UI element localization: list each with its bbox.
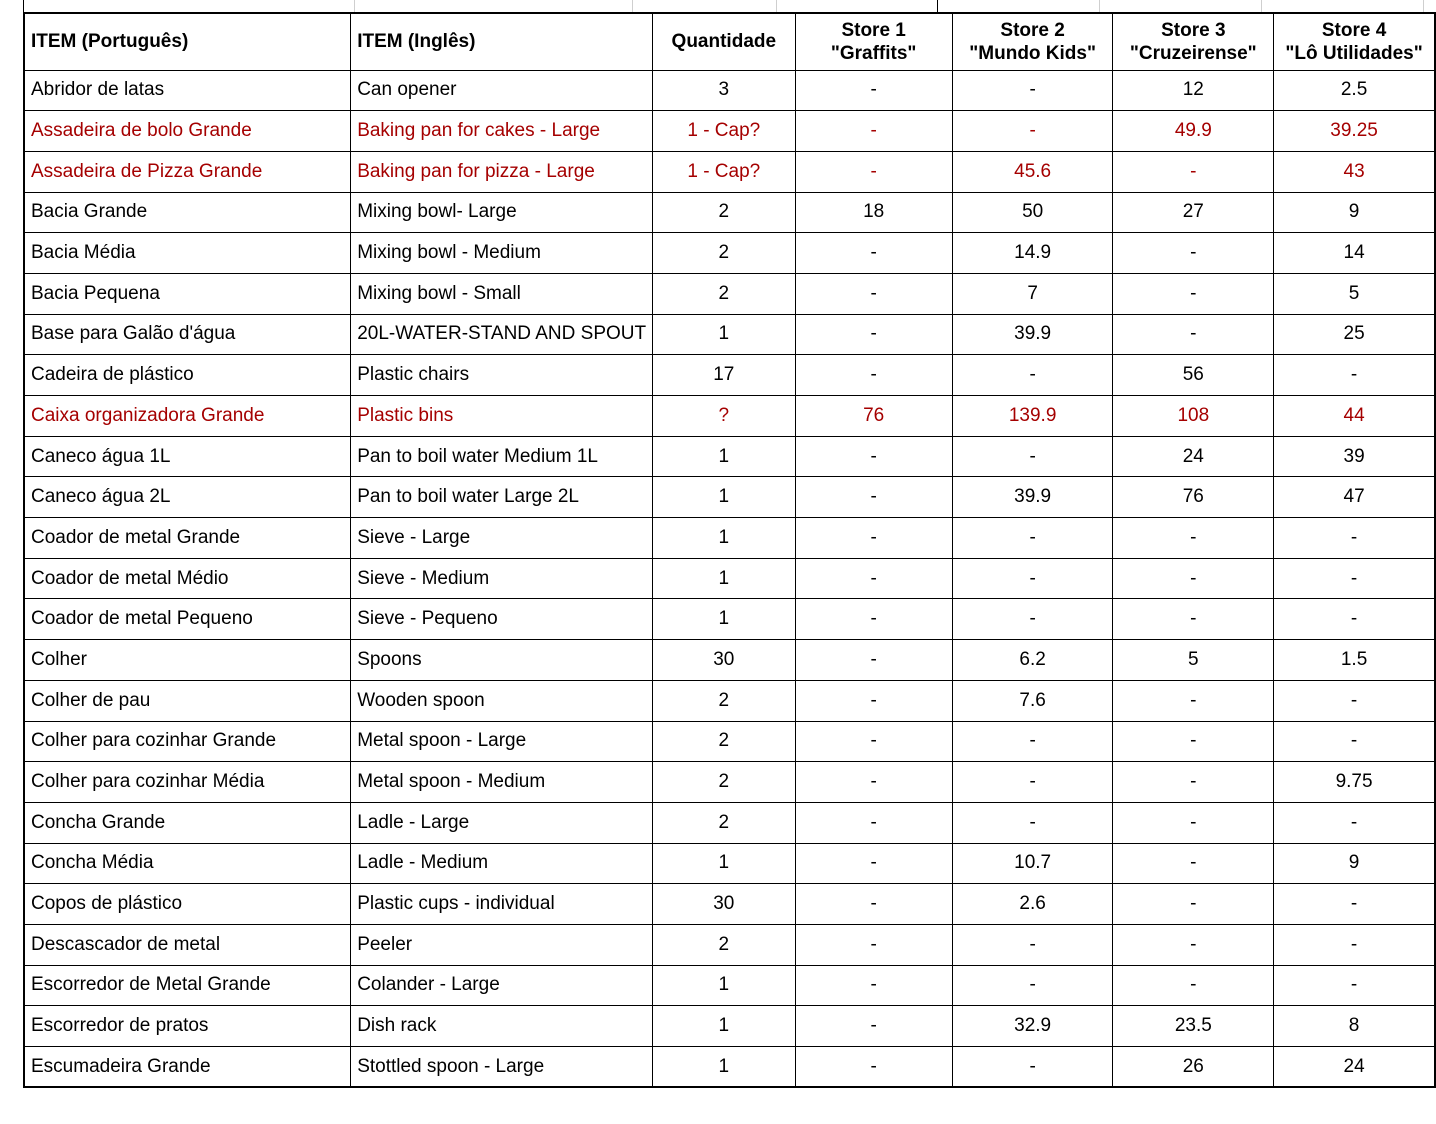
cell-store-1[interactable]: - (795, 151, 952, 192)
cell-item-pt[interactable]: Colher para cozinhar Grande (24, 721, 351, 762)
table-row (24, 843, 1435, 884)
cell-store-4[interactable]: - (1274, 884, 1435, 925)
cell-store-2[interactable]: 139.9 (952, 396, 1113, 437)
table-row (24, 477, 1435, 518)
cell-store-2[interactable]: - (952, 111, 1113, 152)
cell-store-1[interactable]: - (795, 965, 952, 1006)
cell-store-3[interactable]: - (1113, 884, 1274, 925)
cell-store-2[interactable]: 50 (952, 192, 1113, 233)
cell-item-en[interactable]: Baking pan for cakes - Large (351, 111, 653, 152)
cell-item-en[interactable]: Metal spoon - Medium (351, 762, 653, 803)
cell-quantity[interactable]: 1 (653, 477, 795, 518)
cell-store-3[interactable]: 5 (1113, 640, 1274, 681)
cell-store-2[interactable]: 7.6 (952, 680, 1113, 721)
table-row (24, 640, 1435, 681)
cell-item-pt[interactable]: Coador de metal Pequeno (24, 599, 351, 640)
table-row (24, 111, 1435, 152)
cell-store-2[interactable]: 39.9 (952, 477, 1113, 518)
cell-item-en[interactable]: Can opener (351, 70, 653, 111)
cell-store-2[interactable]: - (952, 355, 1113, 396)
cell-quantity[interactable]: 2 (653, 802, 795, 843)
cell-item-en[interactable]: Plastic cups - individual (351, 884, 653, 925)
cell-quantity[interactable]: 1 (653, 1006, 795, 1047)
cell-quantity[interactable]: 30 (653, 640, 795, 681)
store-4-number: Store 4 (1321, 19, 1387, 41)
cell-store-3[interactable]: - (1113, 924, 1274, 965)
cell-store-1[interactable]: - (795, 70, 952, 111)
cell-item-pt[interactable]: Abridor de latas (24, 70, 351, 111)
cell-quantity[interactable]: 2 (653, 762, 795, 803)
cell-item-en[interactable]: Ladle - Medium (351, 843, 653, 884)
cell-quantity[interactable]: 1 (653, 843, 795, 884)
cell-quantity[interactable]: 2 (653, 233, 795, 274)
cell-item-en[interactable]: Plastic bins (351, 396, 653, 437)
cell-item-en[interactable]: Pan to boil water Large 2L (351, 477, 653, 518)
cell-store-3[interactable]: - (1113, 558, 1274, 599)
store-3-name: "Cruzeirense" (1129, 42, 1257, 64)
cell-item-en[interactable]: Dish rack (351, 1006, 653, 1047)
cell-item-pt[interactable]: Colher para cozinhar Média (24, 762, 351, 803)
table-row (24, 924, 1435, 965)
store-3-number: Store 3 (1161, 19, 1226, 41)
header-store-2[interactable] (952, 13, 1113, 70)
table-body (24, 70, 1435, 1087)
cell-quantity[interactable]: 2 (653, 273, 795, 314)
cell-item-en[interactable]: Colander - Large (351, 965, 653, 1006)
cell-store-4[interactable]: - (1274, 965, 1435, 1006)
cell-store-1[interactable]: - (795, 314, 952, 355)
cell-store-1[interactable]: - (795, 355, 952, 396)
header-quantity[interactable]: Quantidade (653, 13, 795, 70)
cell-store-1[interactable]: - (795, 762, 952, 803)
store-1-name: "Graffits" (830, 42, 917, 64)
cell-store-4[interactable]: 14 (1274, 233, 1435, 274)
header-store-4[interactable] (1274, 13, 1435, 70)
cell-item-pt[interactable]: Escorredor de pratos (24, 1006, 351, 1047)
cell-item-pt[interactable]: Coador de metal Médio (24, 558, 351, 599)
cell-store-3[interactable]: - (1113, 314, 1274, 355)
cell-store-4[interactable]: 1.5 (1274, 640, 1435, 681)
table-row (24, 599, 1435, 640)
cell-store-3[interactable]: - (1113, 762, 1274, 803)
price-table (23, 12, 1436, 1088)
cell-store-1[interactable]: - (795, 1047, 952, 1088)
table-row (24, 396, 1435, 437)
cell-store-2[interactable]: - (952, 70, 1113, 111)
cell-quantity[interactable]: 1 (653, 1047, 795, 1088)
cell-item-pt[interactable]: Bacia Grande (24, 192, 351, 233)
table-row (24, 680, 1435, 721)
store-2-name: "Mundo Kids" (969, 42, 1096, 64)
cell-item-en[interactable]: Stottled spoon - Large (351, 1047, 653, 1088)
cell-item-pt[interactable]: Assadeira de Pizza Grande (24, 151, 351, 192)
table-row (24, 1047, 1435, 1088)
cell-store-4[interactable]: 43 (1274, 151, 1435, 192)
cell-item-en[interactable]: Mixing bowl- Large (351, 192, 653, 233)
cell-store-3[interactable]: 23.5 (1113, 1006, 1274, 1047)
cell-store-2[interactable]: - (952, 558, 1113, 599)
cell-store-1[interactable]: - (795, 924, 952, 965)
store-1-number: Store 1 (841, 19, 906, 41)
cell-item-pt[interactable]: Cadeira de plástico (24, 355, 351, 396)
table-row (24, 802, 1435, 843)
store-4-name: "Lô Utilidades" (1285, 42, 1423, 64)
cell-item-pt[interactable]: Assadeira de bolo Grande (24, 111, 351, 152)
table-row (24, 965, 1435, 1006)
cell-store-4[interactable]: 8 (1274, 1006, 1435, 1047)
cell-quantity[interactable]: 1 (653, 518, 795, 559)
cell-quantity[interactable]: 2 (653, 924, 795, 965)
cell-store-2[interactable]: - (952, 762, 1113, 803)
cell-item-pt[interactable]: Colher (24, 640, 351, 681)
cell-store-4[interactable]: 9 (1274, 192, 1435, 233)
cell-quantity[interactable]: ? (653, 396, 795, 437)
cell-item-pt[interactable]: Caneco água 2L (24, 477, 351, 518)
cell-item-en[interactable]: Mixing bowl - Medium (351, 233, 653, 274)
cell-store-1[interactable]: - (795, 518, 952, 559)
cell-store-3[interactable]: 12 (1113, 70, 1274, 111)
cell-item-pt[interactable]: Bacia Média (24, 233, 351, 274)
cell-store-1[interactable]: - (795, 558, 952, 599)
cell-quantity[interactable]: 1 (653, 558, 795, 599)
cell-store-1[interactable]: - (795, 802, 952, 843)
cell-quantity[interactable]: 2 (653, 721, 795, 762)
cell-store-2[interactable]: 32.9 (952, 1006, 1113, 1047)
table-row (24, 273, 1435, 314)
cell-store-4[interactable]: - (1274, 802, 1435, 843)
cell-store-3[interactable]: - (1113, 965, 1274, 1006)
cell-store-1[interactable]: 18 (795, 192, 952, 233)
cell-store-2[interactable]: - (952, 518, 1113, 559)
cell-item-pt[interactable]: Bacia Pequena (24, 273, 351, 314)
table-row (24, 518, 1435, 559)
cell-item-en[interactable]: Ladle - Large (351, 802, 653, 843)
cell-store-1[interactable]: - (795, 273, 952, 314)
cell-quantity[interactable]: 1 (653, 436, 795, 477)
cell-store-3[interactable]: - (1113, 680, 1274, 721)
cell-store-2[interactable]: 45.6 (952, 151, 1113, 192)
cell-store-2[interactable]: 14.9 (952, 233, 1113, 274)
cell-item-pt[interactable]: Caneco água 1L (24, 436, 351, 477)
cell-store-3[interactable]: - (1113, 233, 1274, 274)
cell-store-3[interactable]: - (1113, 273, 1274, 314)
cell-store-1[interactable]: - (795, 843, 952, 884)
cell-store-2[interactable]: 10.7 (952, 843, 1113, 884)
cell-quantity[interactable]: 1 (653, 314, 795, 355)
cell-store-4[interactable]: 39.25 (1274, 111, 1435, 152)
cell-quantity[interactable]: 1 - Cap? (653, 151, 795, 192)
table-row (24, 355, 1435, 396)
cell-store-3[interactable]: 76 (1113, 477, 1274, 518)
cell-store-2[interactable]: 7 (952, 273, 1113, 314)
cell-store-1[interactable]: 76 (795, 396, 952, 437)
cell-store-4[interactable]: - (1274, 355, 1435, 396)
cell-store-2[interactable]: 2.6 (952, 884, 1113, 925)
cell-item-pt[interactable]: Escorredor de Metal Grande (24, 965, 351, 1006)
cell-item-en[interactable]: Plastic chairs (351, 355, 653, 396)
cell-item-pt[interactable]: Base para Galão d'água (24, 314, 351, 355)
cell-item-pt[interactable]: Escumadeira Grande (24, 1047, 351, 1088)
cell-item-en[interactable]: Spoons (351, 640, 653, 681)
cell-store-2[interactable]: - (952, 721, 1113, 762)
cell-store-3[interactable]: - (1113, 599, 1274, 640)
table-row (24, 151, 1435, 192)
cell-store-3[interactable]: 108 (1113, 396, 1274, 437)
table-row (24, 1006, 1435, 1047)
cell-store-2[interactable]: 39.9 (952, 314, 1113, 355)
cell-item-en[interactable]: Sieve - Medium (351, 558, 653, 599)
cell-store-4[interactable]: 24 (1274, 1047, 1435, 1088)
cell-store-1[interactable]: - (795, 111, 952, 152)
cell-store-1[interactable]: - (795, 436, 952, 477)
cell-item-pt[interactable]: Coador de metal Grande (24, 518, 351, 559)
table-row (24, 314, 1435, 355)
cell-item-en[interactable]: Wooden spoon (351, 680, 653, 721)
cell-item-en[interactable]: Mixing bowl - Small (351, 273, 653, 314)
cell-quantity[interactable]: 1 (653, 599, 795, 640)
cell-store-4[interactable]: - (1274, 518, 1435, 559)
cell-item-pt[interactable]: Copos de plástico (24, 884, 351, 925)
cell-item-pt[interactable]: Colher de pau (24, 680, 351, 721)
cell-store-1[interactable]: - (795, 233, 952, 274)
cell-item-en[interactable]: Peeler (351, 924, 653, 965)
cell-quantity[interactable]: 2 (653, 680, 795, 721)
cell-store-3[interactable]: - (1113, 518, 1274, 559)
cell-store-3[interactable]: 49.9 (1113, 111, 1274, 152)
cell-quantity[interactable]: 1 - Cap? (653, 111, 795, 152)
cell-store-4[interactable]: - (1274, 599, 1435, 640)
cell-store-4[interactable]: - (1274, 721, 1435, 762)
cell-store-4[interactable]: 39 (1274, 436, 1435, 477)
table-row (24, 436, 1435, 477)
cell-store-2[interactable]: - (952, 1047, 1113, 1088)
header-row (24, 13, 1435, 70)
cell-store-1[interactable]: - (795, 721, 952, 762)
cell-quantity[interactable]: 17 (653, 355, 795, 396)
cell-item-en[interactable]: 20L-WATER-STAND AND SPOUT (351, 314, 653, 355)
header-store-3[interactable] (1113, 13, 1274, 70)
cell-store-2[interactable]: - (952, 436, 1113, 477)
cell-store-3[interactable]: 26 (1113, 1047, 1274, 1088)
cell-item-pt[interactable]: Descascador de metal (24, 924, 351, 965)
column-stub (0, 0, 1436, 12)
cell-item-en[interactable]: Sieve - Pequeno (351, 599, 653, 640)
cell-store-4[interactable]: 9.75 (1274, 762, 1435, 803)
cell-quantity[interactable]: 3 (653, 70, 795, 111)
table-row (24, 558, 1435, 599)
cell-store-3[interactable]: - (1113, 151, 1274, 192)
cell-store-4[interactable]: 2.5 (1274, 70, 1435, 111)
table-row (24, 721, 1435, 762)
header-item-en[interactable]: ITEM (Inglês) (351, 13, 653, 70)
cell-store-3[interactable]: 27 (1113, 192, 1274, 233)
cell-store-1[interactable]: - (795, 599, 952, 640)
cell-store-2[interactable]: - (952, 802, 1113, 843)
cell-store-4[interactable]: - (1274, 558, 1435, 599)
store-2-number: Store 2 (1000, 19, 1065, 41)
cell-store-1[interactable]: - (795, 477, 952, 518)
header-store-1[interactable] (795, 13, 952, 70)
cell-store-2[interactable]: 6.2 (952, 640, 1113, 681)
table-row (24, 192, 1435, 233)
cell-item-en[interactable]: Sieve - Large (351, 518, 653, 559)
cell-store-3[interactable]: - (1113, 721, 1274, 762)
cell-store-3[interactable]: - (1113, 843, 1274, 884)
cell-item-en[interactable]: Metal spoon - Large (351, 721, 653, 762)
cell-store-4[interactable]: 9 (1274, 843, 1435, 884)
cell-store-1[interactable]: - (795, 640, 952, 681)
cell-quantity[interactable]: 1 (653, 965, 795, 1006)
cell-item-pt[interactable]: Concha Grande (24, 802, 351, 843)
table-row (24, 70, 1435, 111)
cell-item-en[interactable]: Pan to boil water Medium 1L (351, 436, 653, 477)
cell-store-3[interactable]: 56 (1113, 355, 1274, 396)
cell-store-4[interactable]: 25 (1274, 314, 1435, 355)
cell-store-4[interactable]: - (1274, 680, 1435, 721)
cell-store-1[interactable]: - (795, 1006, 952, 1047)
cell-store-4[interactable]: 5 (1274, 273, 1435, 314)
cell-store-2[interactable]: - (952, 965, 1113, 1006)
cell-store-2[interactable]: - (952, 599, 1113, 640)
cell-store-3[interactable]: - (1113, 802, 1274, 843)
table-row (24, 884, 1435, 925)
table-row (24, 762, 1435, 803)
cell-item-en[interactable]: Baking pan for pizza - Large (351, 151, 653, 192)
cell-item-pt[interactable]: Caixa organizadora Grande (24, 396, 351, 437)
cell-quantity[interactable]: 2 (653, 192, 795, 233)
cell-quantity[interactable]: 30 (653, 884, 795, 925)
header-item-pt[interactable]: ITEM (Português) (24, 13, 351, 70)
table-row (24, 233, 1435, 274)
cell-store-4[interactable]: 47 (1274, 477, 1435, 518)
cell-store-1[interactable]: - (795, 680, 952, 721)
cell-store-1[interactable]: - (795, 884, 952, 925)
cell-store-3[interactable]: 24 (1113, 436, 1274, 477)
cell-store-2[interactable]: - (952, 924, 1113, 965)
cell-store-4[interactable]: - (1274, 924, 1435, 965)
cell-store-4[interactable]: 44 (1274, 396, 1435, 437)
cell-item-pt[interactable]: Concha Média (24, 843, 351, 884)
